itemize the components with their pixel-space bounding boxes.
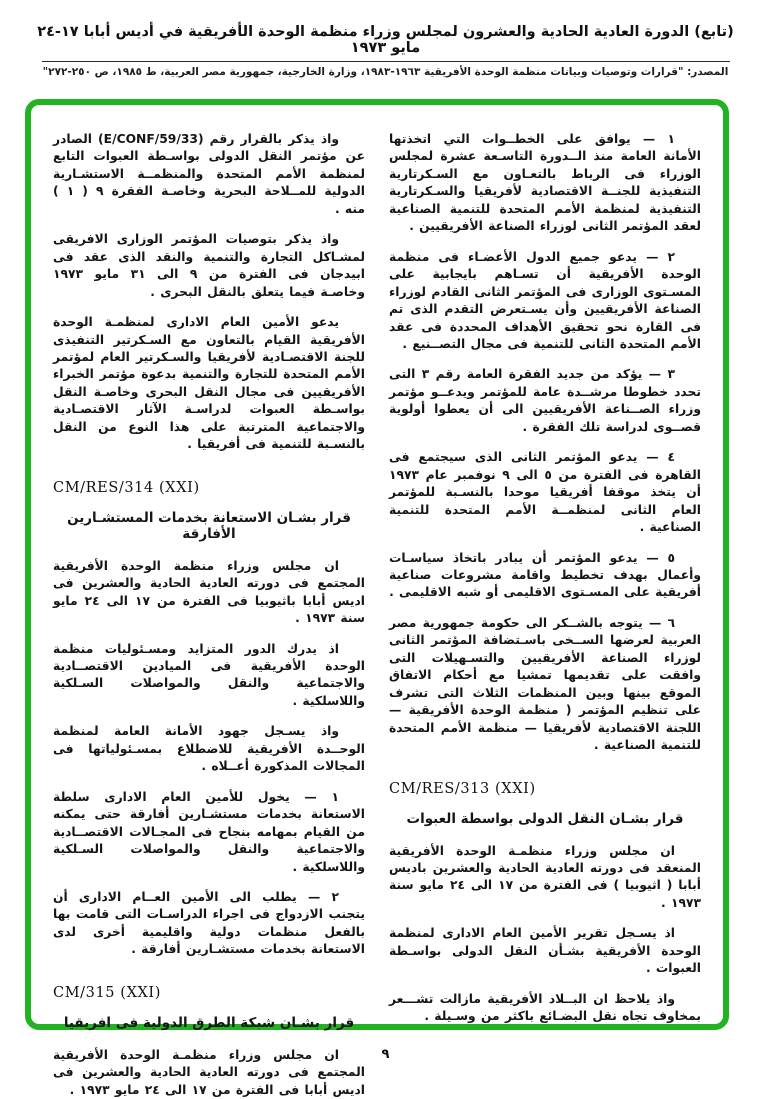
header-source: المصدر: "قرارات وتوصيات وبيانات منظمة الوحدة الأفريقية ١٩٦٣-١٩٨٣، وزارة الخارجية، جمهورية مصر العربية، ط ١٩٨٥، ص ٢٥٠-٢٧٢" (42, 66, 729, 78)
column-second (53, 131, 366, 1097)
text-columns (31, 105, 723, 1097)
column-first (389, 131, 701, 1024)
paragraph: ان مجلس وزراء منظمة الوحدة الأفريقية المجتمع فى دورته العادية الحادية والعشرين فى اديس أبابا باثيوبيا فى الفترة من ١٧ الى ٢٤ مايو سنة ١٩٧٣ . (53, 558, 365, 626)
paragraph: ١ — يخول للأمين العام الادارى سلطة الاستعانة بخدمات مستشـارين أفارقة حتى يمكنه من القيام بمهامه بنجاح فى المجـالات الاقتصــادية والاجتماعية والنقل والمواصلات السـلكية واللاسلكية . (53, 789, 365, 874)
paragraph: اذ يسـجل تقرير الأمين العام الادارى لمنظمة الوحدة الأفريقية بشـأن النقل الدولى بواسـطة العبوات . (389, 926, 701, 976)
paragraph: يدعو الأمين العام الادارى لمنظمـة الوحدة الأفريقية القيام بالتعاون مع السـكرتير التنفيذى للجنة الاقتصـادية لأفريقيا والسـكرتير العام لمؤتمر الأمم المتحدة للتجارة والتنمية بدعوة مؤتمر الخبراء الأفريقيين فى مجال النقل البحرى وخاصـة النقل بواسـطة العبوات لدراسـة الآثار الاقتصـادية والاجتماعية المترتبة على هذا النوع من النقل بالنسـبة للتنمية فى أفريقيا . (53, 315, 365, 452)
resolution-title: قرار بشـان الاستعانة بخدمات المستشـارين الأفارقة (67, 509, 351, 542)
resolution-reference: CM/RES/314 (XXI) (53, 479, 200, 496)
page-number: ٩ (381, 1047, 390, 1062)
paragraph: ١ — يوافق على الخطــوات التي اتخذتها الأمانة العامة منذ الــدورة التاسـعة عشرة لمجلس الوزراء فى الرباط بالتعـاون مع السـكرتارية التنفيذية للجنــة الاقتصادية لأفريقيا والسـكرتارية التنفيذية لمنظمة الأمم المتحدة للتنمية الصناعية لعقد المؤتمر الثانى لوزراء الصناعة الأفريقيين . (389, 132, 701, 234)
page-footer (0, 1043, 771, 1062)
paragraph: واذ يذكر بتوصيات المؤتمر الوزارى الافريقى لمشـاكل التجارة والتنمية والنقد الذى عقد فى ابيدجان فى الفترة من ٩ الى ٣١ مايو ١٩٧٣ وخاصـة فيما يتعلق بالنقل البحرى . (53, 232, 365, 299)
paragraph: ٤ — يدعو المؤتمر الثانى الذى سيجتمع فى القاهرة فى الفترة من ٥ الى ٩ نوفمبر عام ١٩٧٣ أن يتخذ موقفا أفريقيا موحدا بالنسـبة للمؤتمر العام الثانى لمنظمــة الأمم المتحدة للتنمية الصناعية . (389, 450, 701, 535)
paragraph: واذ يذكر بالقرار رقم (E/CONF/59/33) الصادر عن مؤتمر النقل الدولى بواسـطة العبوات التابع لمنظمة الأمم المتحدة والمنظمــة الاستشـارية الدولية للمــلاحة البحرية وخاصـة الفقرة ٩ ( ١ ) منه . (53, 132, 366, 216)
paragraph: ان مجلس وزراء منظمـة الوحدة الأفريقية المجتمع فى دورته العادية الحادية والعشرين فى اديس أبابا فى الفترة من ١٧ الى ٢٤ مايو ١٩٧٣ . (53, 1047, 365, 1097)
resolution-reference: CM/315 (XXI) (53, 984, 161, 1001)
paragraph: واذ يلاحظ ان البــلاد الأفريقية مازالت تشـــعر بمخاوف تجاه نقل البضـائع باكثر من وسـيلة . (389, 991, 701, 1024)
paragraph: ٢ — يدعو جميع الدول الأعضـاء فى منظمة الوحدة الأفريقية أن تسـاهم بايجابية على المسـتوى الوزارى فى المؤتمر الثانى القادم لوزراء الصناعة الأفريقيين وأن يسـتعرض التقدم الذى تم فى القارة نحو تحقيق الأهداف المحددة فى عقد الأمم المتحدة الثانى للتنمية فى مجال التصــنيع . (389, 249, 701, 351)
paragraph: ٣ — يؤكد من جديد الفقرة العامة رقم ٣ التى تحدد خطوطا مرشــدة عامة للمؤتمر ويدعــو مؤتمر وزراء الصــناعة الأفريقيين الى أن يعطوا أولوية قصــوى لدراسة تلك الفقرة . (389, 367, 701, 434)
paragraph: ٥ — يدعو المؤتمر أن يبادر باتخاذ سياسـات وأعمال بهدف تخطيط واقامة مشروعات صناعية أفريقية على المسـتوى الاقليمى أو شبه الاقليمى . (389, 550, 701, 600)
paragraph: ٢ — يطلب الى الأمين العــام الادارى أن يتجنب الازدواج فى اجراء الدراسـات التى قامت بها بالفعل منظمات دولية واقليمية أخرى لدى الاستعانة بخدمات مستشـارين أفارقة . (53, 889, 365, 957)
header-divider (42, 61, 730, 62)
green-frame (25, 99, 729, 1097)
paragraph: ٦ — يتوجه بالشــكر الى حكومة جمهورية مصر العربية لعرضها الســخى باسـتضافة المؤتمر الثانى لوزراء الصناعة الأفريقيين والتسـهيلات التى وافقت على تقديمها تمشيا مع أحكام الاتفاق الموقع بينها وبين المنظمات الثلاث التى تشرف على تنظيم المؤتمر ( منظمة الوحدة الأفريقية — اللجنة الاقتصادية لأفريقيا — منظمة الأمم المتحدة للتنمية الصناعية . (389, 615, 701, 753)
resolution-title: قرار بشـان شبكة الطرق الدولية فى افريقيا (63, 1014, 355, 1031)
paragraph: اذ يدرك الدور المتزايد ومسـئوليات منظمة الوحدة الأفريقية فى الميادين الاقتصــادية والاجتماعية والنقل والمواصلات السـلكية واللاسلكية . (53, 641, 365, 708)
header-title: (تابع) الدورة العادية الحادية والعشرون لمجلس وزراء منظمة الوحدة الأفريقية في أديس أبابا ١٧-٢٤ مايو ١٩٧٣ (37, 24, 734, 56)
paragraph: ان مجلس وزراء منظمـة الوحدة الأفريقية المنعقد فى دورته العادية الحادية والعشرين باديس أبابا ( اثيوبيا ) فى الفترة من ١٧ الى ٢٤ مايو سنة ١٩٧٣ . (389, 843, 701, 910)
resolution-reference: CM/RES/313 (XXI) (389, 780, 536, 797)
page-header (0, 0, 771, 78)
paragraph: واذ يسـجل جهود الأمانة العامة لمنظمة الوحــدة الأفريقية للاضطلاع بمسـئولياتها فى المجالات المذكورة أعــلاه . (53, 724, 365, 774)
resolution-title: قرار بشـان النقل الدولى بواسطة العبوات (406, 810, 684, 827)
